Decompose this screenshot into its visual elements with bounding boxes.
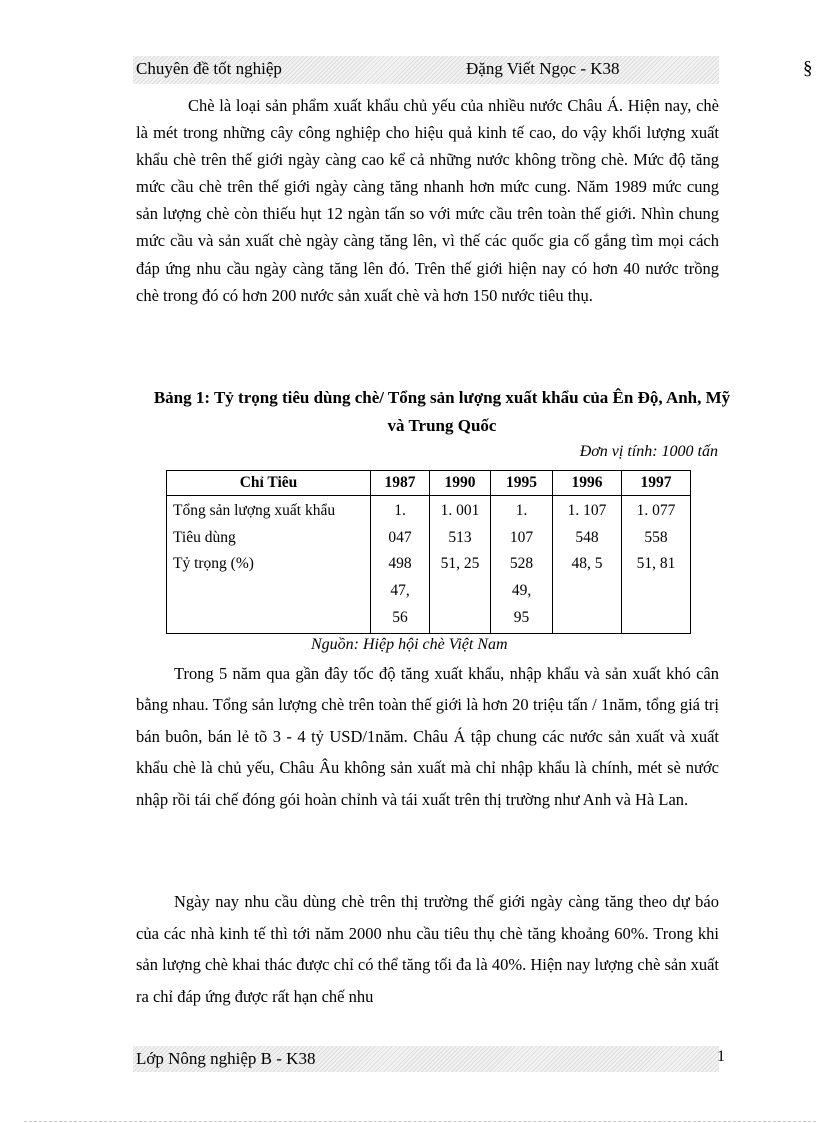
column-1990 xyxy=(430,496,491,634)
header-cell: Chỉ Tiêu xyxy=(167,471,371,496)
column-1995 xyxy=(491,496,553,634)
cell-value: 1. xyxy=(515,502,528,519)
header-cell: 1990 xyxy=(430,471,491,496)
section-mark: § xyxy=(803,58,813,79)
cell-value: 48, 5 xyxy=(571,555,603,573)
column-1987 xyxy=(371,496,430,634)
column-1996 xyxy=(553,496,622,634)
cell-value: 513 xyxy=(448,528,472,546)
footer-class: Lớp Nông nghiệp B - K38 xyxy=(136,1049,316,1068)
row-label: Tổng sản lượng xuất khẩu xyxy=(173,502,336,519)
row-labels-cell xyxy=(167,496,371,634)
cell-value: 56 xyxy=(392,608,408,626)
cell-value: 558 xyxy=(644,528,668,546)
page-bottom-divider xyxy=(24,1121,816,1122)
cell-value: 95 xyxy=(513,608,530,626)
cell-value: 47, xyxy=(390,582,410,600)
cell-value: 1. 001 xyxy=(440,502,480,519)
cell-value: 51, 25 xyxy=(440,555,480,573)
table-header-row xyxy=(167,471,691,496)
cell-value: 548 xyxy=(575,528,599,546)
column-1997 xyxy=(622,496,691,634)
cell-value: 047 xyxy=(388,528,412,546)
cell-value: 528 xyxy=(509,555,534,573)
cell-value: 51, 81 xyxy=(636,555,676,573)
row-label: Tỷ trọng (%) xyxy=(173,555,254,573)
table-unit: Đơn vị tính: 1000 tấn xyxy=(579,443,718,460)
table-body-row xyxy=(167,496,691,634)
header-cell: 1995 xyxy=(491,471,553,496)
table-title: Bảng 1: Tỷ trọng tiêu dùng chè/ Tổng sản lượng xuất khẩu của Ên Độ, Anh, Mỹ và Trung Quốc xyxy=(153,388,731,435)
cell-value: 107 xyxy=(509,528,534,546)
header-author: Đặng Viết Ngọc - K38 xyxy=(466,59,620,78)
cell-value: 1. 077 xyxy=(636,502,676,519)
data-table xyxy=(166,470,691,634)
paragraph-1: Chè là loại sản phẩm xuất khẩu chủ yếu của nhiều nước Châu Á. Hiện nay, chè là mét trong những cây công nghiệp cho hiệu quả kinh tế cao, do vậy khối lượng xuất khẩu chè trên thế giới ngày càng cao kể cả những nước không trồng chè. Mức độ tăng mức cầu chè trên thế giới ngày càng tăng nhanh hơn mức cung. Năm 1989 mức cung sản lượng chè còn thiếu hụt 12 ngàn tấn so với mức cầu trên toàn thế giới. Nhìn chung mức cầu và sản xuất chè ngày càng tăng lên, vì thế các quốc gia cố gắng tìm mọi cách đáp ứng nhu cầu ngày càng tăng lên đó. Trên thế giới hiện nay có hơn 40 nước trồng chè trong đó có hơn 200 nước sản xuất chè và hơn 150 nước tiêu thụ. xyxy=(136,96,719,305)
cell-value: 498 xyxy=(388,555,412,573)
cell-value: 49, xyxy=(511,582,532,600)
row-label: Tiêu dùng xyxy=(173,528,236,546)
header-title: Chuyên đề tốt nghiệp xyxy=(136,59,282,78)
paragraph-3: Ngày nay nhu cầu dùng chè trên thị trường thế giới ngày càng tăng theo dự báo của các nhà kinh tế thì tới năm 2000 nhu cầu tiêu thụ chè tăng khoảng 60%. Trong khi sản lượng chè khai thác được chỉ có thể tăng tối đa là 40%. Hiện nay lượng chè sản xuất ra chỉ đáp ứng được rất hạn chế nhu xyxy=(136,892,719,1006)
header-cell: 1996 xyxy=(553,471,622,496)
cell-value: 1. xyxy=(394,502,406,519)
header-cell: 1987 xyxy=(371,471,430,496)
table-source: Nguồn: Hiệp hội chè Việt Nam xyxy=(311,636,508,653)
paragraph-2: Trong 5 năm qua gần đây tốc độ tăng xuất khẩu, nhập khẩu và sản xuất khó cân bằng nhau. Tổng sản lượng chè trên toàn thế giới là hơn 20 triệu tấn / 1năm, tổng giá trị bán buôn, bán lẻ tõ 3 - 4 tỷ USD/1năm. Châu Á tập chung các nước sản xuất và xuất khẩu chè là chủ yếu, Châu Âu không sản xuất mà chỉ nhập khẩu là chính, mét sè nước nhập rồi tái chế đóng gói hoàn chỉnh và tái xuất trên thị trường như Anh và Hà Lan. xyxy=(136,664,719,809)
cell-value: 1. 107 xyxy=(567,502,607,519)
page-number: 1 xyxy=(717,1048,725,1065)
header-cell: 1997 xyxy=(622,471,691,496)
